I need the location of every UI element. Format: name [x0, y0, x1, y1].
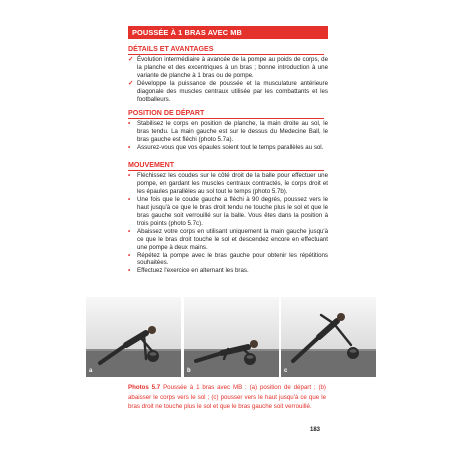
- movement-item-text: Effectuez l'exercice en alternant les bras.: [137, 267, 249, 275]
- details-item-text: Évolution intermédiaire à avancée de la pompe au poids de corps, de la planche et des excentriques à un bras ; bonne introduction à une variante de planche à 1 bras ou de pompe.: [137, 56, 328, 79]
- movement-heading: MOUVEMENT: [128, 161, 175, 169]
- movement-item: [128, 172, 328, 196]
- bullet-icon: •: [128, 227, 131, 235]
- start-item: [128, 144, 328, 152]
- photo-letter-c: c: [284, 368, 288, 374]
- pushup-three-point-illustration: [281, 297, 376, 377]
- photo-c: [281, 297, 376, 377]
- movement-item-text: Une fois que le coude gauche a fléchi à 90 degrés, poussez vers le haut jusqu'à ce que le bras droit tendu ne touche plus le sol et que le bras gauche soit verrouillé sur la balle. Vous êtes dans la position à trois points (photo 5.7c).: [137, 195, 328, 227]
- photo-caption: [128, 383, 326, 412]
- bullet-icon: •: [128, 267, 131, 275]
- caption-text: Poussée à 1 bras avec MB : (a) position de départ ; (b) abaisser le corps vers le sol ; (c) pousser vers le haut jusqu'à ce que le bras droit ne touche plus le sol et que le bras gauche soit verrouillé.: [128, 384, 326, 411]
- start-item-text: Stabilisez le corps en position de planche, la main droite au sol, le bras tendu. La main gauche est sur le dessus du Medecine Ball, le bras gauche est fléchi (photo 5.7a).: [137, 120, 328, 143]
- check-icon: ✓: [128, 79, 134, 87]
- details-item: [128, 56, 328, 80]
- movement-item-text: Abaissez votre corps en utilisant uniquement la main gauche jusqu'à ce que le bras droit touche le sol et descendez encore en effectuant une pompe à deux mains.: [137, 227, 328, 251]
- movement-rule: [128, 170, 324, 171]
- movement-item: [128, 228, 328, 252]
- start-item-text: Assurez-vous que vos épaules soient tout le temps parallèles au sol.: [137, 143, 324, 151]
- movement-item: [128, 267, 328, 275]
- bullet-icon: •: [128, 172, 131, 179]
- details-item-text: Développe la puissance de poussée et la musculature antérieure diagonale des muscles centraux utilisée par les combattants et les footballeurs.: [137, 79, 328, 103]
- start-heading: POSITION DE DÉPART: [128, 109, 205, 117]
- caption-label: Photos 5.7: [128, 384, 161, 391]
- pushup-start-illustration: [86, 297, 181, 377]
- page-number: 183: [310, 427, 321, 433]
- bullet-icon: •: [128, 251, 131, 259]
- movement-list: [128, 172, 328, 275]
- photo-letter-b: b: [187, 368, 191, 374]
- details-list: [128, 56, 328, 104]
- bullet-icon: •: [128, 195, 131, 203]
- photo-a: [86, 297, 181, 377]
- exercise-title: POUSSÉE À 1 BRAS AVEC MB: [128, 26, 328, 39]
- start-item: [128, 120, 328, 144]
- photo-b: [184, 297, 279, 377]
- pushup-lowered-illustration: [184, 297, 279, 377]
- movement-item: [128, 252, 328, 268]
- details-item: [128, 80, 328, 104]
- start-list: [128, 120, 328, 152]
- bullet-icon: •: [128, 143, 131, 151]
- photo-letter-a: a: [89, 368, 93, 374]
- movement-item: [128, 196, 328, 228]
- start-rule: [128, 118, 324, 119]
- bullet-icon: •: [128, 120, 131, 127]
- details-heading: DÉTAILS ET AVANTAGES: [128, 45, 214, 53]
- check-icon: ✓: [128, 56, 134, 63]
- movement-item-text: Répétez la pompe avec le bras gauche pour obtenir les répétitions souhaitées.: [137, 251, 328, 267]
- details-rule: [128, 54, 324, 55]
- movement-item-text: Fléchissez les coudes sur le côté droit de la balle pour effectuer une pompe, en gardant les muscles centraux contractés, le corps droit et les épaules parallèles au sol tout le temps (photo 5.7b).: [137, 172, 328, 195]
